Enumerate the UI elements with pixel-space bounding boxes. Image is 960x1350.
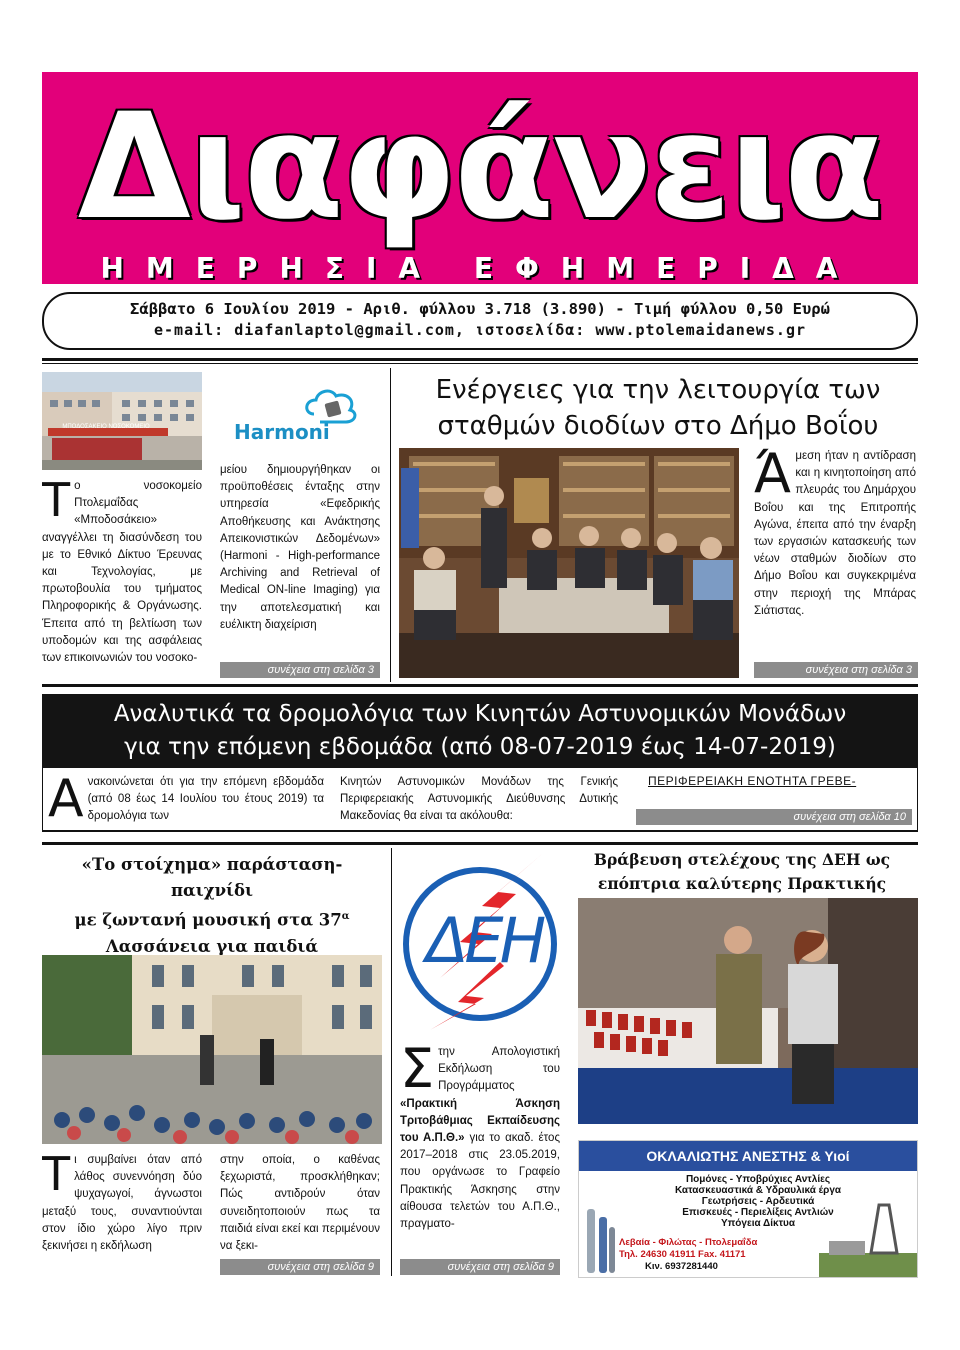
ad-phone: Τηλ. 24630 41911 Fax. 41171 [619,1249,746,1260]
advertisement [578,1140,918,1278]
hospital-photo [42,372,202,470]
column-divider [390,368,391,682]
police-text-col1: Ανακοινώνεται ότι για την επόμενη εβδομάδα (από 08 έως 14 Ιουλίου του έτους 2019) τα δρομολόγια των [48,774,324,828]
police-continue[interactable]: συνέχεια στη σελίδα 10 [636,809,912,825]
tolls-text: Άμεση ήταν η αντίδραση και η κινητοποίηση από πλευράς του Δημάρχου Βοΐου και της Επιτροπής Αγώνα, έπειτα από την έναρξη των εργασιών κατασκευής των νέων σταθμών διοδίων στο Δήμο Βοΐου και συγκεκριμένα στην περιοχή της Μπάρας Σιάτιστας. [754,448,916,617]
column-divider-2 [391,848,392,1276]
ad-title: ΟΚΛΑΛΙΩΤΗΣ ΑΝΕΣΤΗΣ & Υιοί [579,1141,917,1171]
dropcap: Τ [42,478,71,527]
play-continue[interactable]: συνέχεια στη σελίδα 9 [220,1259,380,1275]
dropcap: Ά [754,448,792,505]
deh-logo [400,852,560,1032]
hospital-text-col2: μείου δημιουργήθηκαν οι προϋποθέσεις ένταξης στην υπηρεσία «Εφεδρικής Αποθήκευσης και Ανάκτησης Απεικονιστικών Δεδομένων» (Harmoni - High-performance Archiving and Retrieval of Medical ON-line Imaging) για την αποτελεσματική και ευέλικτη διαχείριση [220,464,380,631]
newspaper-title: Διαφάνεια [77,82,883,252]
newspaper-subtitle: ΗΜΕΡΗΣΙΑ ΕΦΗΜΕΡΙΔΑ [100,252,860,285]
hospital-continue[interactable]: συνέχεια στη σελίδα 3 [220,662,380,678]
play-text-col1: Τι συμβαίνει όταν από λάθος συνεννόηση δύο ψυχαγωγοί, άγνωστοι μεταξύ τους, συναντιούνται στον ίδιο χώρο λίγο πριν ξεκινήσει η εκδήλωση [42,1152,202,1253]
police-text-col2: Κινητών Αστυνομικών Μονάδων της Γενικής Περιφερειακής Αστυνομικής Διεύθυνσης Δυτικής Μακεδονίας θα είναι τα ακόλουθα: [340,776,618,823]
tolls-continue[interactable]: συνέχεια στη σελίδα 3 [754,662,918,678]
masthead [42,72,918,284]
award-headline: Βράβευση στελέχους της ΔΕΗ ως επόπτρια καλύτερης Πρακτικής [593,850,891,893]
section-rule [42,684,918,687]
top-rule-thin [42,363,918,364]
dropcap: Α [48,774,84,828]
hospital-sign: ΜΠΟΔΟΣΑΚΕΙΟ ΝΟΣΟΚΟΜΕΙΟ [62,424,150,430]
deh-logo-text: ΔΕΗ [426,904,543,977]
play-headline: «Το στοίχημα» παράσταση-παιχνίδι με ζωντανή μουσική στα $37^\alpha$ Λασσάνεια για παιδιά [74,855,350,956]
ad-mobile: Κιν. 6937281440 [645,1261,718,1272]
police-text-col3: ΠΕΡΙΦΕΡΕΙΑΚΗ ΕΝΟΤΗΤΑ ΓΡΕΒΕ- [648,774,857,788]
police-headline-banner: Αναλυτικά τα δρομολόγια των Κινητών Αστυνομικών Μονάδων για την επόμενη εβδομάδα (από 08-07-2019 έως 14-07-2019) [42,694,918,768]
dropcap: Σ [400,1044,435,1100]
harmoni-logo [232,384,372,444]
issue-info-box [42,292,918,350]
play-photo [42,955,382,1144]
dropcap: Τ [42,1152,71,1201]
award-photo [578,898,918,1124]
drilling-rig-icon [819,1201,917,1277]
contact-info: e-mail: diafanlaptol@gmail.com, ιστοσελίδα: www.ptolemaidanews.gr [154,321,806,339]
ad-towns: Λεβαία - Φιλώτας - Πτολεμαΐδα [619,1237,758,1248]
issue-info: Σάββατο 6 Ιουλίου 2019 - Αριθ. φύλλου 3.718 (3.890) - Τιμή φύλλου 0,50 Ευρώ [130,300,830,318]
section-rule-2 [42,842,918,845]
deh-text: Στην Απολογιστική Εκδήλωση του Προγράμματος «Πρακτική Άσκηση Τριτοβάθμιας Εκπαίδευσης του Α.Π.Θ.» για το ακαδ. έτος 2017–2018 στις 23.05.2019, που οργάνωσε το Γραφείο Πρακτικής Άσκησης στην αίθουσα τελετών του Α.Π.Θ., πραγματο- [400,1044,560,1231]
deh-continue[interactable]: συνέχεια στη σελίδα 9 [400,1259,560,1275]
harmoni-logo-text: Harmoni [234,420,330,444]
play-text-col2: στην οποία, ο καθένας ξεχωριστά, προσκλήθηκαν; Πώς αντιδρούν όταν συνειδητοποιούν πως τα παιδιά είναι εκεί και περιμένουν να ξεκι- [220,1154,380,1253]
hospital-text-col1: Το νοσοκομείο Πτολεμαΐδας «Μποδοσάκειο» αναγγέλλει τη διασύνδεση του με το Εθνικό Δίκτυο Έρευνας και Τεχνολογίας, με πρωτοβουλία του τμήματος Πληροφορικής & Οργάνωσης. Έπειτα από τη βελτίωση των υποδομών και της ασφάλειας των επικοινωνιών του νοσοκο- [42,478,202,665]
pump-icon [583,1207,617,1275]
top-rule [42,358,918,361]
meeting-photo [399,448,739,678]
ad-services: Πομόνες - Υποβρύχιες Αντλίες Κατασκευαστικά & Υδραυλικά έργα Γεωτρήσεις - Αρδευτικά Επισκευές - Περιελίξεις Αντλιών Υπόγεια Δίκτυα [674,1174,842,1229]
tolls-headline: Ενέργειες για την λειτουργία των σταθμών διοδίων στο Δήμο Βοΐου [435,375,881,441]
